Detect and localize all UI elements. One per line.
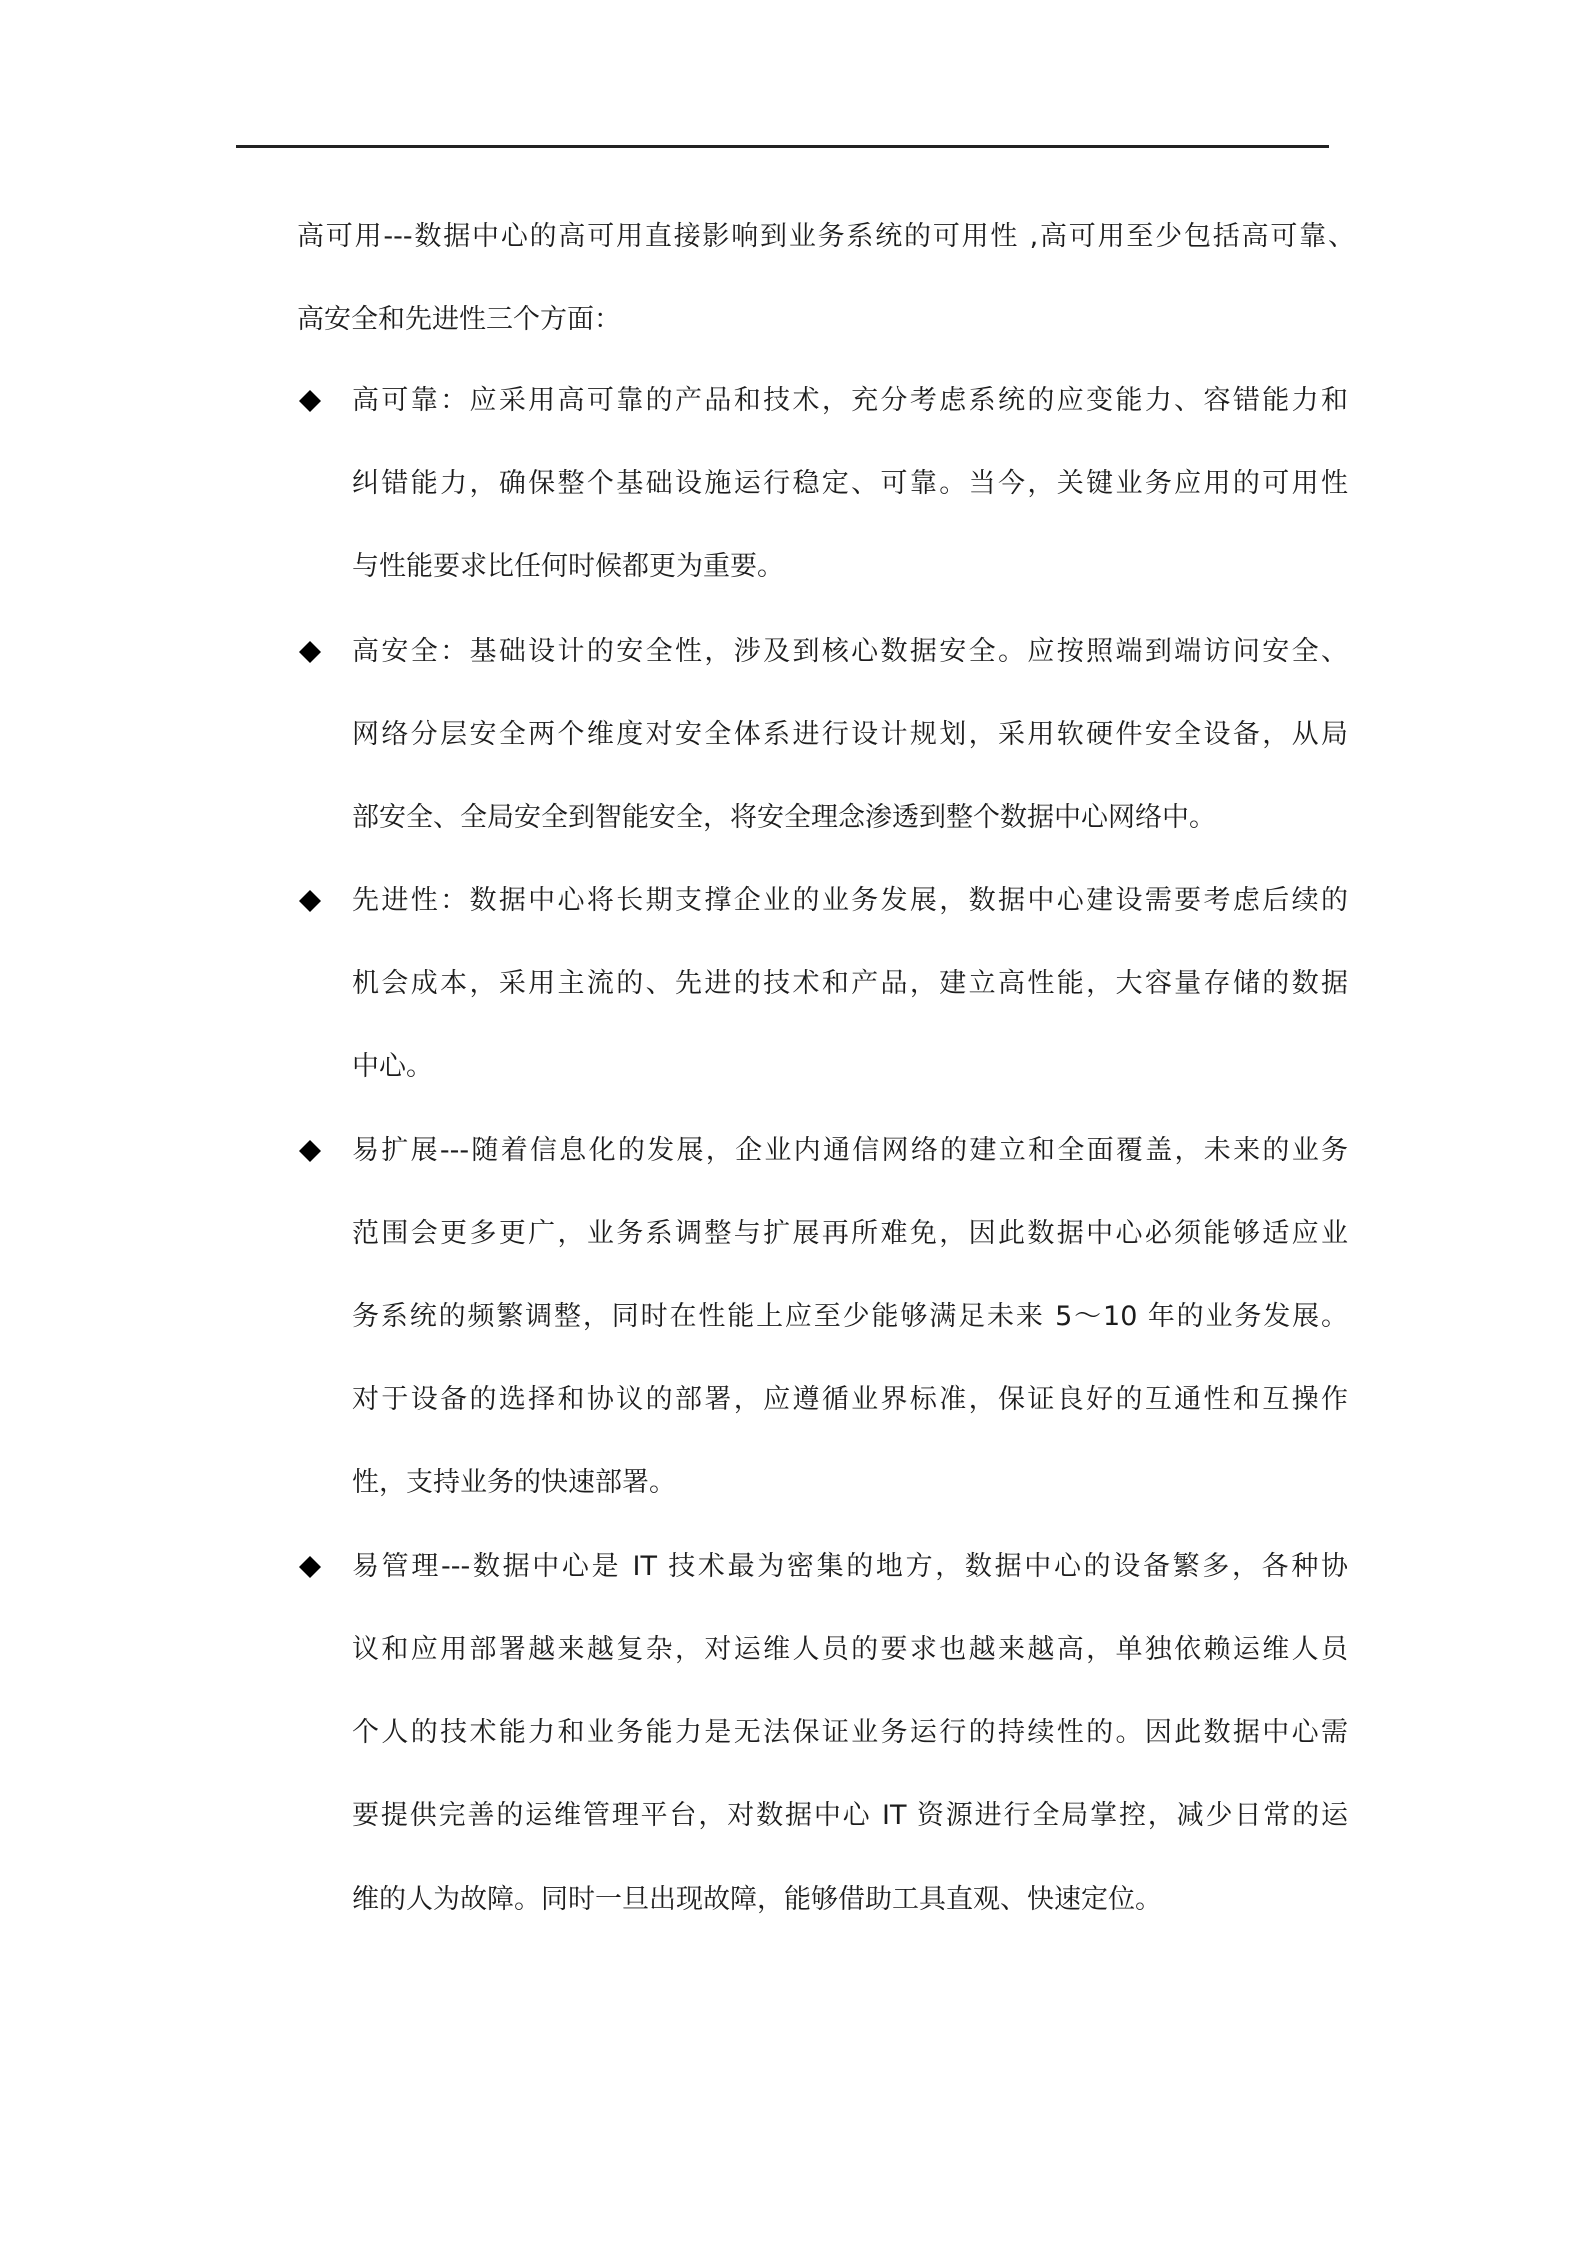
header-rule bbox=[236, 145, 1329, 148]
bullet-line: 个人的技术能力和业务能力是无法保证业务运行的持续性的。因此数据中心需 bbox=[352, 1717, 1348, 1748]
bullet-line: 机会成本，采用主流的、先进的技术和产品，建立高性能，大容量存储的数据 bbox=[352, 968, 1348, 999]
bullet-line: 纠错能力，确保整个基础设施运行稳定、可靠。当今，关键业务应用的可用性 bbox=[352, 468, 1348, 499]
bullet-line: 部安全、全局安全到智能安全，将安全理念渗透到整个数据中心网络中。 bbox=[352, 802, 1216, 833]
bullet-line: 高可靠：应采用高可靠的产品和技术，充分考虑系统的应变能力、容错能力和 bbox=[352, 385, 1348, 416]
diamond-bullet-icon bbox=[299, 1140, 321, 1162]
bullet-line: 性，支持业务的快速部署。 bbox=[352, 1467, 676, 1498]
diamond-bullet-icon bbox=[299, 890, 321, 912]
bullet-line: 易扩展---随着信息化的发展，企业内通信网络的建立和全面覆盖，未来的业务 bbox=[352, 1135, 1348, 1166]
bullet-line: 范围会更多更广，业务系调整与扩展再所难免，因此数据中心必须能够适应业 bbox=[352, 1218, 1348, 1249]
diamond-bullet-icon bbox=[299, 390, 321, 412]
intro-line: 高可用---数据中心的高可用直接影响到业务系统的可用性 ,高可用至少包括高可靠、 bbox=[297, 221, 1355, 252]
diamond-bullet-icon bbox=[299, 1556, 321, 1578]
bullet-line: 高安全：基础设计的安全性，涉及到核心数据安全。应按照端到端访问安全、 bbox=[352, 636, 1348, 667]
bullet-line: 务系统的频繁调整，同时在性能上应至少能够满足未来 5～10 年的业务发展。 bbox=[352, 1301, 1348, 1332]
bullet-line: 易管理---数据中心是 IT 技术最为密集的地方，数据中心的设备繁多，各种协 bbox=[352, 1551, 1348, 1582]
bullet-line: 对于设备的选择和协议的部署，应遵循业界标准，保证良好的互通性和互操作 bbox=[352, 1384, 1348, 1415]
bullet-line: 维的人为故障。同时一旦出现故障，能够借助工具直观、快速定位。 bbox=[352, 1884, 1162, 1915]
bullet-line: 与性能要求比任何时候都更为重要。 bbox=[352, 551, 784, 582]
bullet-line: 中心。 bbox=[352, 1051, 433, 1082]
intro-line: 高安全和先进性三个方面： bbox=[297, 304, 621, 335]
bullet-line: 先进性：数据中心将长期支撑企业的业务发展，数据中心建设需要考虑后续的 bbox=[352, 885, 1348, 916]
bullet-line: 议和应用部署越来越复杂，对运维人员的要求也越来越高，单独依赖运维人员 bbox=[352, 1634, 1348, 1665]
diamond-bullet-icon bbox=[299, 641, 321, 663]
bullet-line: 要提供完善的运维管理平台，对数据中心 IT 资源进行全局掌控，减少日常的运 bbox=[352, 1800, 1348, 1831]
bullet-line: 网络分层安全两个维度对安全体系进行设计规划，采用软硬件安全设备，从局 bbox=[352, 719, 1348, 750]
